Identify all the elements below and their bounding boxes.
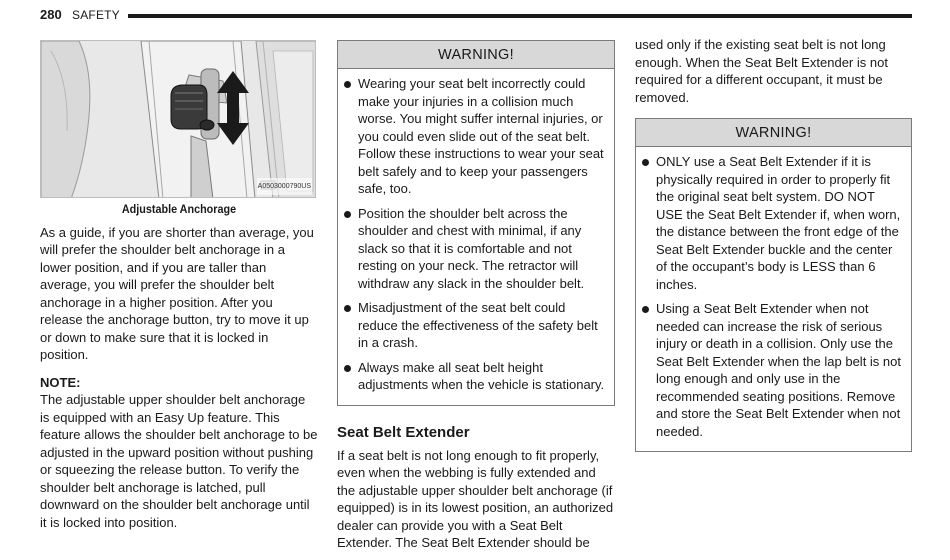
figure-caption: Adjustable Anchorage — [121, 202, 237, 216]
anchorage-figure — [40, 40, 316, 198]
page-number: 280 — [40, 7, 62, 22]
warning-title: WARNING! — [636, 119, 911, 147]
note-paragraph: The adjustable upper shoulder belt anchorage is equipped with an Easy Up feature. This feature allows the shoulder belt anchorage to be adjusted in the upward position without pushing or squeezing the release button. To verify the shoulder belt anchorage is latched, pull downward on the shoulder belt anchorage until it is locked into position. — [40, 392, 318, 530]
warning-item: Position the shoulder belt across the shoulder and chest with minimal, if any slack so that it is comfortable and not resting on your neck. The retractor will withdraw any slack in the shoulder belt. — [344, 205, 608, 293]
note-label: NOTE: — [40, 374, 81, 390]
warning-list — [338, 69, 614, 405]
bullet-icon — [642, 159, 649, 166]
column-2 — [337, 40, 615, 552]
figure-code: A0503000790US — [257, 178, 312, 196]
warning-item: Misadjustment of the seat belt could reduce the effectiveness of the safety belt in a crash. — [344, 299, 608, 352]
column-1 — [40, 40, 318, 531]
bullet-icon — [344, 81, 351, 88]
bullet-icon — [344, 365, 351, 372]
bullet-icon — [642, 306, 649, 313]
section-title: SAFETY — [72, 8, 120, 22]
warning-box-extender — [635, 118, 912, 452]
warning-box-seat-belt — [337, 40, 615, 406]
extender-heading: Seat Belt Extender — [337, 423, 470, 441]
extender-paragraph-part2: used only if the existing seat belt is not long enough. When the Seat Belt Extender is not required for a different occupant, it must be removed. — [635, 37, 888, 105]
extender-paragraph-part1: If a seat belt is not long enough to fit properly, even when the webbing is fully extended and the adjustable upper shoulder belt anchorage (if equipped) is in its lowest position, an authorized dealer can provide you with a Seat Belt Extender. The Seat Belt Extender should be — [337, 447, 614, 550]
warning-item: ONLY use a Seat Belt Extender if it is physically required in order to properly fit the original seat belt system. DO NOT USE the Seat Belt Extender if, when worn, the distance between the front edge of the Seat Belt Extender buckle and the center of the occupant’s body is LESS than 6 inches. — [642, 153, 905, 293]
warning-item: Always make all seat belt height adjustments when the vehicle is stationary. — [344, 359, 608, 394]
warning-title: WARNING! — [338, 41, 614, 69]
warning-list — [636, 147, 911, 451]
header-rule — [128, 14, 912, 18]
anchorage-guide-paragraph: As a guide, if you are shorter than average, you will prefer the shoulder belt anchorage in a lower position, and if you are taller than average, you will prefer the shoulder belt anchorage in a higher position. After you release the anchorage button, try to move it up or down to make sure that it is locked in position. — [40, 224, 314, 362]
bullet-icon — [344, 211, 351, 218]
column-3 — [635, 36, 912, 452]
warning-item: Wearing your seat belt incorrectly could make your injuries in a collision much worse. You might suffer internal injuries, or you could even slide out of the seat belt. Follow these instructions to wear your seat belt safely and to keep your passengers safe, too. — [344, 75, 608, 198]
bullet-icon — [344, 305, 351, 312]
page-header — [40, 7, 912, 23]
warning-item: Using a Seat Belt Extender when not needed can increase the risk of serious injury or death in a collision. Only use the Seat Belt Extender when the lap belt is not long enough and only use in the recommended seating positions. Remove and store the Seat Belt Extender when not needed. — [642, 300, 905, 440]
seat-belt-anchorage-illustration — [41, 41, 316, 198]
